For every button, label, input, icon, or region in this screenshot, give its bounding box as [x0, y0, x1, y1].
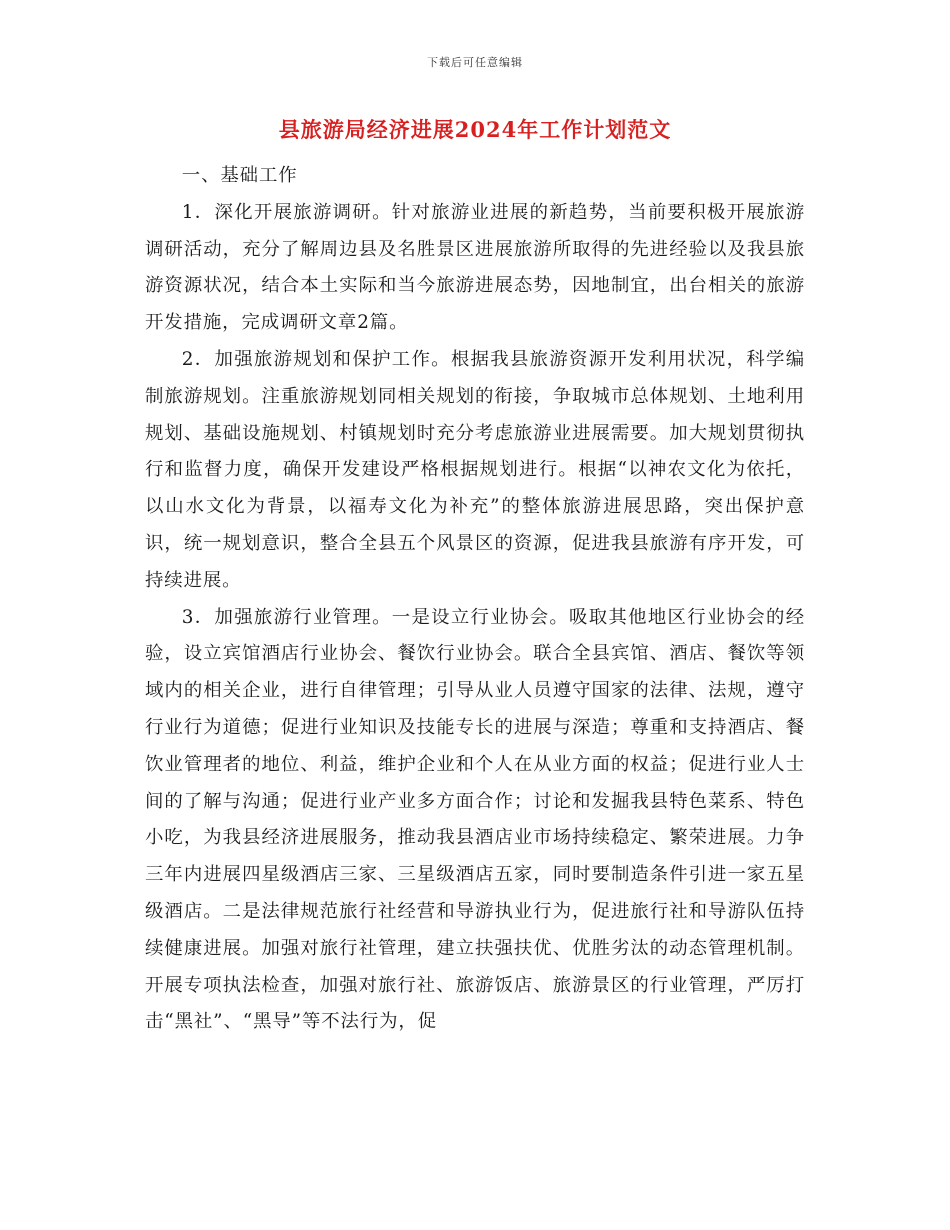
paragraph-2: 2．加强旅游规划和保护工作。根据我县旅游资源开发利用状况，科学编制旅游规划。注重旅游规划同相关规划的衔接，争取城市总体规划、土地利用规划、基础设施规划、村镇规划时充分考虑旅游业进展需要。加大规划贯彻执行和监督力度，确保开发建设严格根据规划进行。根据“以神农文化为依托，以山水文化为背景，以福寿文化为补充”的整体旅游进展思路，突出保护意识，统一规划意识，整合全县五个风景区的资源，促进我县旅游有序开发，可持续进展。 [145, 348, 805, 591]
document-body [145, 158, 805, 1041]
paragraph-3: 3．加强旅游行业管理。一是设立行业协会。吸取其他地区行业协会的经验，设立宾馆酒店行业协会、餐饮行业协会。联合全县宾馆、酒店、餐饮等领域内的相关企业，进行自律管理；引导从业人员遵守国家的法律、法规，遵守行业行为道德；促进行业知识及技能专长的进展与深造；尊重和支持酒店、餐饮业管理者的地位、利益，维护企业和个人在从业方面的权益；促进行业人士间的了解与沟通；促进行业产业多方面合作；讨论和发掘我县特色菜系、特色小吃，为我县经济进展服务，推动我县酒店业市场持续稳定、繁荣进展。力争三年内进展四星级酒店三家、三星级酒店五家，同时要制造条件引进一家五星级酒店。二是法律规范旅行社经营和导游执业行为，促进旅行社和导游队伍持续健康进展。加强对旅行社管理，建立扶强扶优、优胜劣汰的动态管理机制。开展专项执法检查，加强对旅行社、旅游饭店、旅游景区的行业管理，严厉打击“黑社”、“黑导”等不法行为，促 [145, 606, 805, 1033]
document-title: 县旅游局经济进展2024年工作计划范文 [278, 117, 672, 142]
page-header-note: 下载后可任意编辑 [427, 56, 523, 69]
section-heading: 一、基础工作 [181, 165, 298, 186]
paragraph-1: 1．深化开展旅游调研。针对旅游业进展的新趋势，当前要积极开展旅游调研活动，充分了解周边县及名胜景区进展旅游所取得的先进经验以及我县旅游资源状况，结合本土实际和当今旅游进展态势，因地制宜，出台相关的旅游开发措施，完成调研文章2篇。 [145, 201, 805, 334]
